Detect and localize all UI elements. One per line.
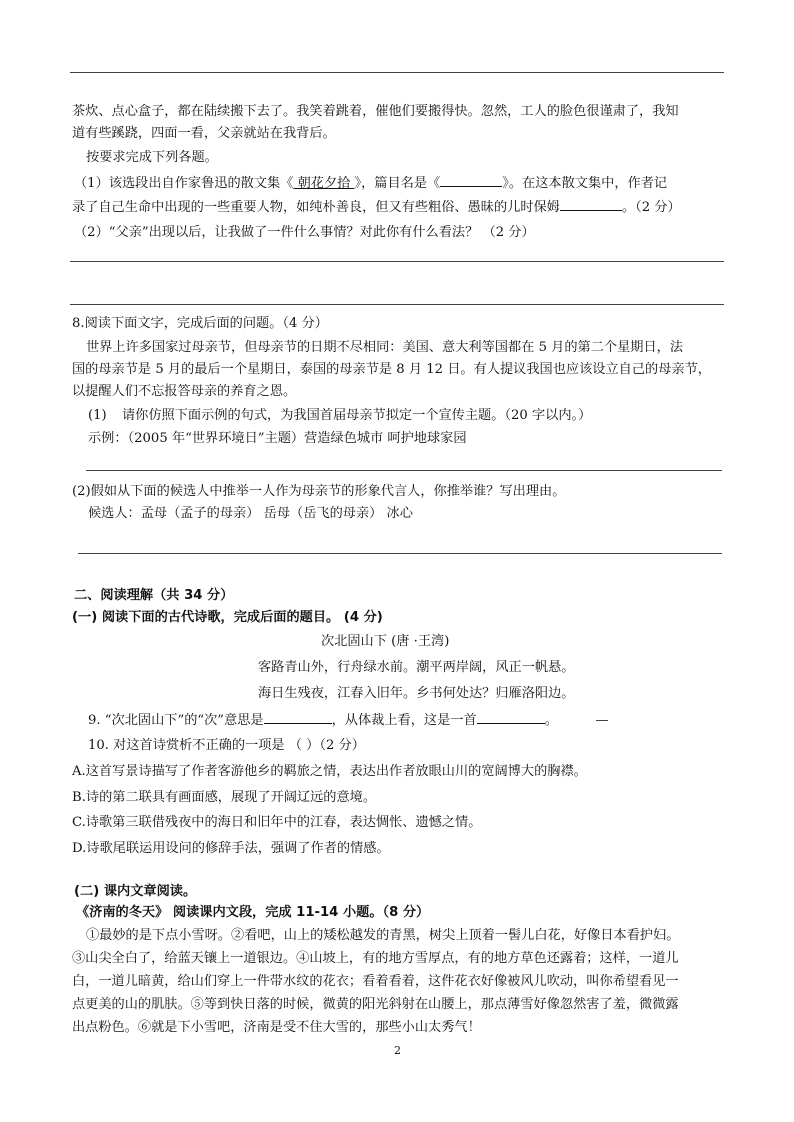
passage-2-line-4: 点更美的山的肌肤。⑤等到快日落的时候，微黄的阳光斜射在山腰上，那点薄雪好像忽然害了羞，微微露: [72, 997, 679, 1012]
passage-line-2: 道有些蹊跷，四面一看，父亲就站在我背后。: [72, 126, 336, 141]
question-8-sub-1: [88, 404, 591, 423]
answer-blank-nanny[interactable]: [560, 198, 622, 211]
question-8-example: 示例：（2005 年“世界环境日”主题）营造绿色城市 呵护地球家园: [88, 431, 467, 446]
answer-line-q2[interactable]: [70, 261, 724, 262]
question-9-mid: ，从体裁上看，这是一首: [331, 713, 477, 728]
instruction: 按要求完成下列各题。: [86, 150, 218, 165]
question-9-prefix: 9. “次北固山下”的“次”意思是: [88, 713, 264, 728]
poem-line-2: 海日生残夜，江春入旧年。乡书何处达？归雁洛阳边。: [258, 686, 575, 701]
poem-line-1: 客路青山外，行舟绿水前。潮平两岸阔，风正一帆悬。: [258, 660, 575, 675]
section-2-heading: 二、阅读理解（共 34 分）: [74, 588, 234, 603]
question-10: 10. 对这首诗赏析不正确的一项是 （ ）（2 分）: [88, 738, 365, 753]
question-8-title: 8.阅读下面文字，完成后面的问题。（4 分）: [72, 316, 328, 331]
option-b[interactable]: B.诗的第二联具有画面感，展现了开阔辽远的意境。: [72, 790, 377, 805]
passage-line-1: 茶炊、点心盒子，都在陆续搬下去了。我笑着跳着，催他们要搬得快。忽然，工人的脸色很谨肃了，我知: [72, 104, 679, 119]
passage-2-line-1: ①最妙的是下点小雪呀。②看吧，山上的矮松越发的青黑，树尖上顶着一髻儿白花，好像日本看护妇。: [86, 928, 680, 943]
passage-2-line-5: 出点粉色。⑥就是下小雪吧，济南是受不住大雪的，那些小山太秀气！: [72, 1020, 481, 1035]
question-2: （2）“父亲”出现以后，让我做了一件什么事情？对此你有什么看法？ （2 分）: [74, 225, 535, 240]
question-8-para-2: 国的母亲节是 5 月的最后一个星期日，泰国的母亲节是 8 月 12 日。有人提议我国也应该设立自己的母亲节，: [72, 362, 711, 377]
answer-line-q8-2[interactable]: [78, 553, 722, 554]
question-1-line-2: [72, 196, 681, 215]
sub-1-number: (1): [88, 408, 107, 423]
question-8-candidates: 候选人：孟母（孟子的母亲） 岳母（岳飞的母亲） 冰心: [88, 506, 413, 521]
question-9-suffix: 。: [544, 713, 558, 728]
question-1-line-1: [74, 172, 667, 191]
question-9: [88, 709, 558, 728]
question-1-suffix: 》。在这本散文集中，作者记: [502, 176, 668, 191]
answer-line-q2-b[interactable]: [70, 304, 724, 305]
answer-blank-chapter[interactable]: [440, 174, 502, 187]
question-8-para-3: 以提醒人们不忘报答母亲的养育之恩。: [72, 384, 297, 399]
passage-2-line-2: ③山尖全白了，给蓝天镶上一道银边。④山坡上，有的地方雪厚点，有的地方草色还露着；这样，一道儿: [72, 951, 679, 966]
option-c[interactable]: C.诗歌第三联借残夜中的海日和旧年中的江春，表达惆怅、遗憾之情。: [72, 815, 482, 830]
answer-blank-genre[interactable]: [477, 711, 545, 724]
passage-2-line-3: 白，一道儿暗黄，给山们穿上一件带水纹的花衣；看着看着，这件花衣好像被风儿吹动，叫你希望看见一: [72, 974, 679, 989]
option-a[interactable]: A.这首写景诗描写了作者客游他乡的羁旅之情，表达出作者放眼山川的宽阔博大的胸襟。: [72, 764, 587, 779]
answer-blank-ci[interactable]: [264, 711, 332, 724]
question-8-sub-2: (2)假如从下面的候选人中推举一人作为母亲节的形象代言人，你推举谁？写出理由。: [72, 484, 566, 499]
page-number: 2: [394, 1044, 401, 1057]
answer-line-q8-1[interactable]: [86, 470, 722, 471]
part-2-heading: (二) 课内文章阅读。: [74, 884, 197, 899]
question-1-prefix: （1）该选段出自作家鲁迅的散文集《: [74, 176, 294, 191]
question-1-line-2-text: 录了自己生命中出现的一些重要人物，如纯朴善良，但又有些粗俗、愚昧的儿时保姆: [72, 200, 560, 215]
collection-name: 朝花夕拾: [293, 176, 355, 191]
part-1-heading: (一) 阅读下面的古代诗歌，完成后面的题目。 (4 分): [72, 610, 383, 625]
question-8-para-1: 世界上许多国家过母亲节，但母亲节的日期不尽相同：美国、意大利等国都在 5 月的第二个星期日，法: [86, 340, 684, 355]
part-2-subheading: 《济南的冬天》 阅读课内文段，完成 11-14 小题。（8 分）: [76, 905, 430, 920]
poem-title: 次北固山下 (唐 ·王湾): [321, 634, 450, 649]
question-1-score: 。（2 分）: [621, 200, 681, 215]
option-d[interactable]: D.诗歌尾联运用设问的修辞手法，强调了作者的情感。: [72, 841, 390, 856]
header-rule: [70, 72, 724, 73]
sub-1-text: 请你仿照下面示例的句式，为我国首届母亲节拟定一个宣传主题。（20 字以内。）: [122, 408, 592, 423]
question-1-mid: 》，篇目名是《: [354, 176, 441, 191]
answer-underline-q9-tail: [596, 720, 608, 721]
